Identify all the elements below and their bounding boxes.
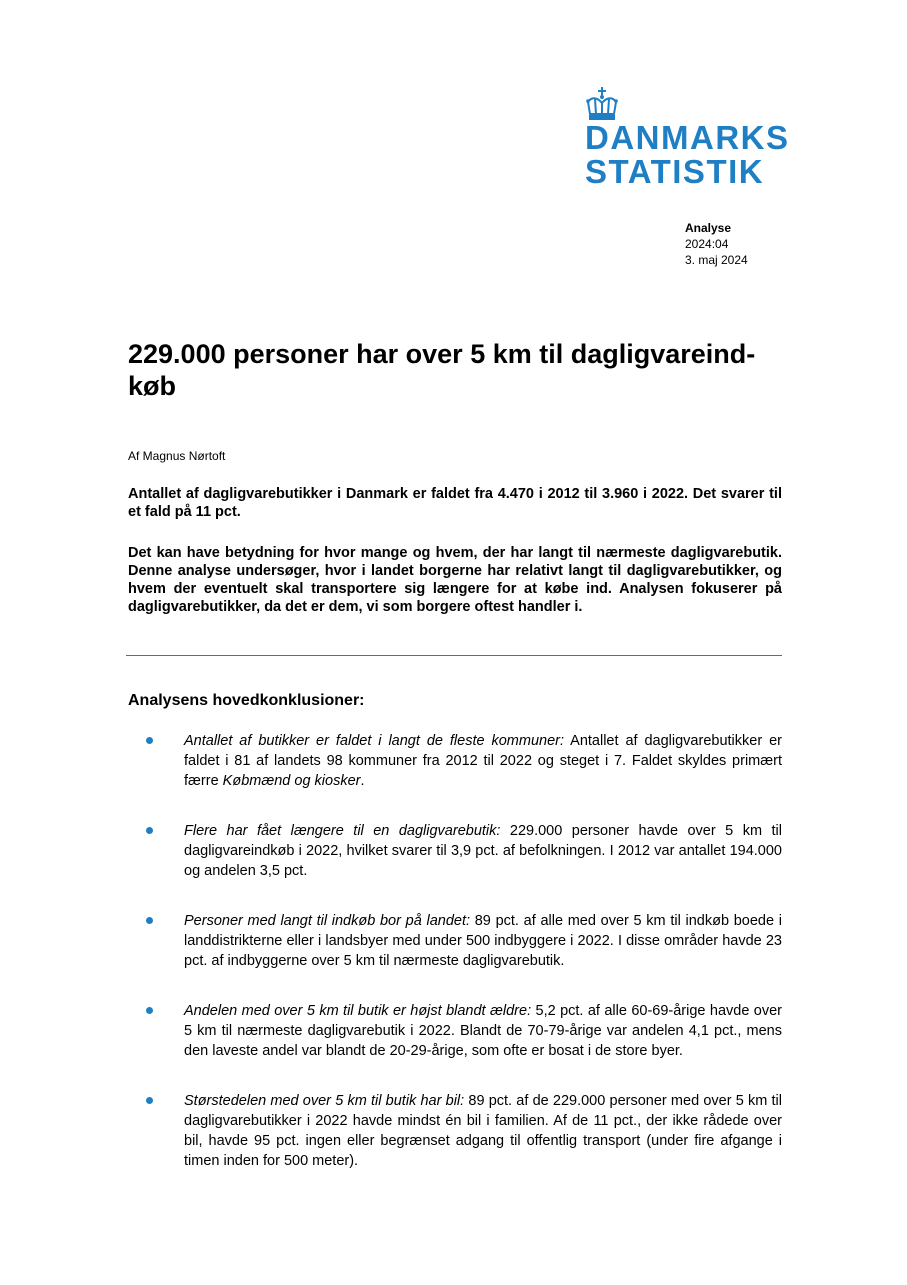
- conclusion-label: Antallet af butikker er faldet i langt de fleste kommuner:: [184, 733, 565, 749]
- lead-paragraph-1: Antallet af dagligvarebutikker i Danmark er faldet fra 4.470 i 2012 til 3.960 i 2022. Det svarer til et fald på 11 pct.: [128, 486, 782, 520]
- bullet-icon: [146, 827, 153, 834]
- conclusion-text: 5,2 pct. af alle 60-69-årige havde over 5 km til nærmeste dagligvarebutik i 2022. Blandt de 70-79-årige var andelen 4,1 pct., mens den laveste andel var blandt de 20-29-årige, som ofte er bosat i de store byer.: [184, 1003, 783, 1059]
- divider: [126, 655, 782, 656]
- logo: [585, 121, 790, 189]
- conclusion-italic: Købmænd og kiosker: [222, 773, 361, 789]
- publication-meta: [685, 220, 748, 268]
- lead-paragraph-2: Det kan have betydning for hvor mange og hvem, der har langt til nærmeste dagligvarebutik. Denne analyse undersøger, hvor i landet borgerne har relativt langt til dagligvarebutikker, og hvem der eventuelt skal transportere sig længere for at købe ind. Analysen fokuserer på dagligvarebutikker, da det er dem, vi som borgere oftest handler i.: [128, 545, 782, 615]
- page-title: [128, 338, 788, 402]
- logo-line-2: STATISTIK: [585, 153, 765, 190]
- conclusion-item: [146, 821, 782, 881]
- conclusion-item: [146, 731, 782, 791]
- publication-number: 2024:04: [685, 237, 729, 251]
- bullet-icon: [146, 737, 153, 744]
- publication-type: Analyse: [685, 221, 732, 235]
- title-text: 229.000 personer har over 5 km til dagligvareind-køb: [128, 339, 756, 401]
- conclusion-item: [146, 1091, 782, 1171]
- conclusions-list: [146, 731, 782, 1201]
- conclusion-label: Personer med langt til indkøb bor på landet:: [184, 913, 471, 929]
- author: Af Magnus Nørtoft: [128, 449, 226, 463]
- conclusion-text: 89 pct. af de 229.000 personer med over 5 km til dagligvarebutikker i 2022 havde mindst én bil i familien. Af de 11 pct., der ikke rådede over bil, havde 95 pct. ingen eller begrænset adgang til offentlig transport (under fire afgange i timen inden for 500 meter).: [184, 1093, 782, 1169]
- logo-line-1: DANMARKS: [585, 119, 790, 156]
- publication-date: 3. maj 2024: [685, 253, 748, 267]
- conclusions-heading: Analysens hovedkonklusioner:: [128, 692, 365, 709]
- conclusion-item: [146, 1001, 782, 1061]
- conclusion-end: .: [360, 773, 365, 789]
- bullet-icon: [146, 1097, 153, 1104]
- conclusion-label: Flere har fået længere til en dagligvarebutik:: [184, 823, 501, 839]
- conclusion-text: Antallet af dagligvarebutikker er faldet i 81 af landets 98 kommuner fra 2012 til 2022 og steget i 7. Faldet skyldes primært færre: [184, 733, 782, 789]
- conclusion-text: 89 pct. af alle med over 5 km til indkøb boede i landdistrikterne eller i landsbyer med under 500 indbyggere i 2022. I disse områder havde 23 pct. af indbyggerne over 5 km til nærmeste dagligvarebutik.: [184, 913, 782, 969]
- conclusion-label: Andelen med over 5 km til butik er højst blandt ældre:: [184, 1003, 532, 1019]
- conclusion-item: [146, 911, 782, 971]
- conclusion-label: Størstedelen med over 5 km til butik har bil:: [184, 1093, 465, 1109]
- bullet-icon: [146, 1007, 153, 1014]
- conclusion-text: 229.000 personer havde over 5 km til dagligvareindkøb i 2022, hvilket svarer til 3,9 pct. af befolkningen. I 2012 var antallet 194.000 og andelen 3,5 pct.: [184, 823, 782, 879]
- bullet-icon: [146, 917, 153, 924]
